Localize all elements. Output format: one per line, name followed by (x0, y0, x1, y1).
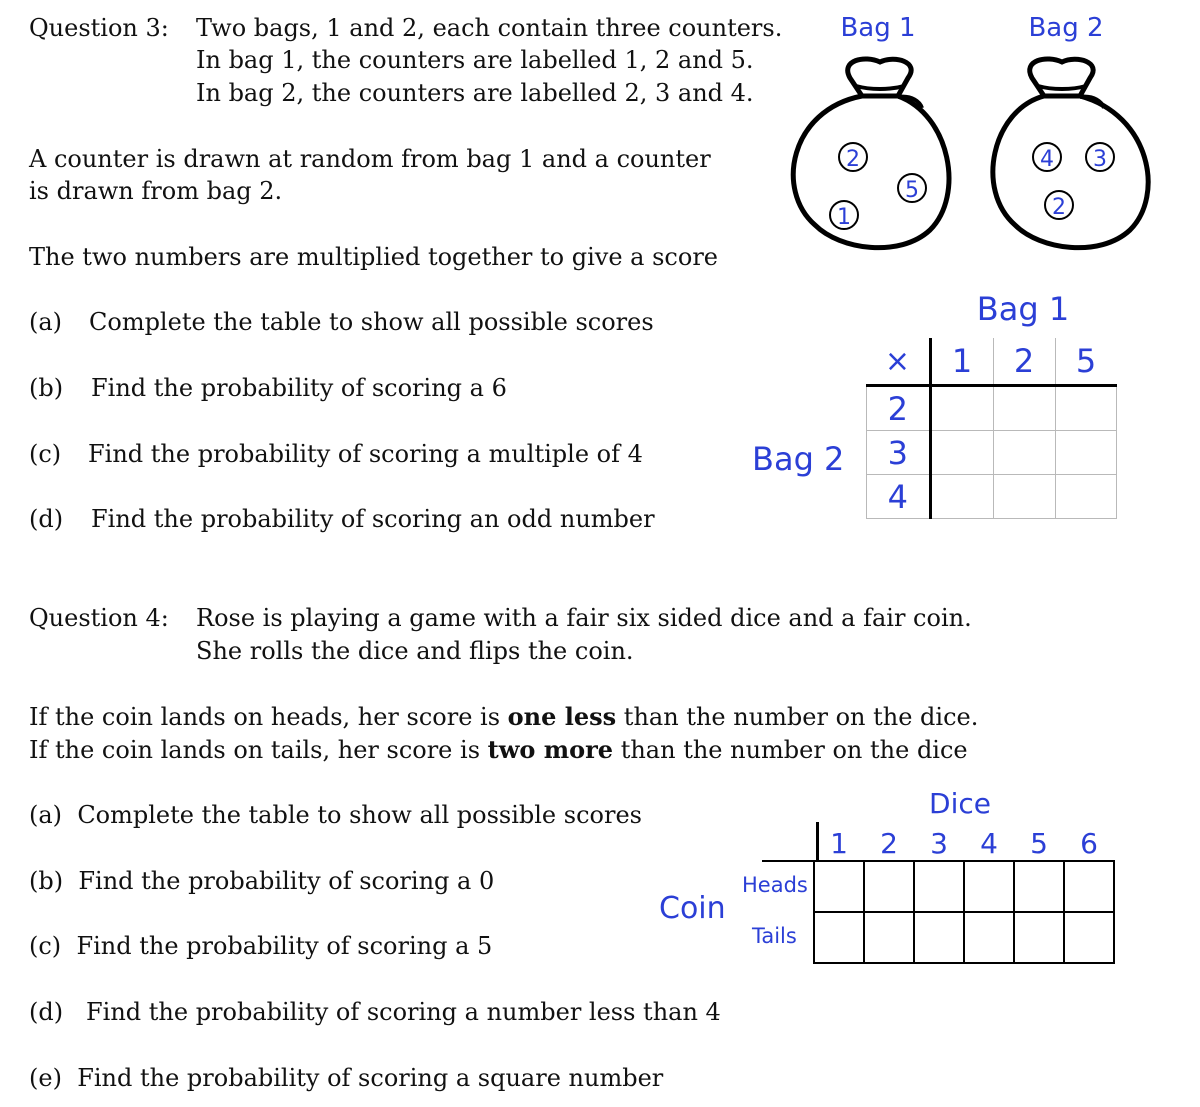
q3-row-header: 2 (867, 386, 931, 431)
bag1-counter-2 (839, 143, 867, 172)
q4-answer-cell[interactable] (914, 912, 964, 963)
bag1-counter-1 (830, 201, 858, 230)
q3-row-header: 4 (867, 475, 931, 519)
bag1-title: Bag 1 (840, 13, 916, 43)
q4-part-b: (b) Find the probability of scoring a 0 (29, 867, 495, 895)
q4-rowlabel-divider (762, 860, 818, 862)
q4-answer-cell[interactable] (1014, 861, 1064, 912)
q4-intro-line1: Rose is playing a game with a fair six sided dice and a fair coin. (196, 604, 972, 632)
q4-part-d: (d) Find the probability of scoring a number less than 4 (29, 998, 721, 1026)
q3-part-a-letter: (a) (29, 308, 63, 336)
bag2-icon (993, 59, 1148, 248)
q4-answer-cell[interactable] (914, 861, 964, 912)
bag2-counter-4 (1033, 143, 1061, 172)
q4-part-a: (a) Complete the table to show all possible scores (29, 801, 642, 829)
q4-intro-line2: She rolls the dice and flips the coin. (196, 637, 634, 665)
q3-col-header: 1 (930, 338, 993, 386)
q3-answer-cell[interactable] (993, 475, 1055, 519)
bag2-title: Bag 2 (1028, 13, 1104, 43)
q3-table-top-title: Bag 1 (976, 290, 1070, 328)
bags-illustration (770, 0, 1170, 270)
q3-row-header: 3 (867, 431, 931, 475)
q3-answer-cell[interactable] (1055, 475, 1117, 519)
q3-label: Question 3: (29, 14, 169, 42)
q3-part-a-text: Complete the table to show all possible scores (89, 308, 654, 336)
q4-answer-cell[interactable] (864, 861, 914, 912)
q4-answer-cell[interactable] (1064, 912, 1114, 963)
q4-answer-cell[interactable] (1064, 861, 1114, 912)
q4-row-header-heads: Heads (742, 873, 808, 897)
q3-col-header: 2 (993, 338, 1055, 386)
q4-col-header: 1 (830, 826, 848, 860)
bag2-counter-2 (1045, 191, 1073, 220)
q4-col-header: 4 (980, 826, 998, 860)
q4-col-header: 2 (880, 826, 898, 860)
q3-answer-cell[interactable] (1055, 386, 1117, 431)
q3-answer-cell[interactable] (930, 431, 993, 475)
q3-intro-line3: In bag 2, the counters are labelled 2, 3 and 4. (196, 79, 754, 107)
q3-part-c-letter: (c) (29, 440, 62, 468)
q4-answer-cell[interactable] (814, 861, 864, 912)
q3-multiply-text: The two numbers are multiplied together to give a score (29, 243, 718, 271)
q3-score-table (866, 338, 1117, 519)
q4-label: Question 4: (29, 604, 169, 632)
svg-text:5: 5 (905, 178, 919, 203)
svg-text:3: 3 (1093, 147, 1107, 172)
q4-answer-cell[interactable] (964, 912, 1014, 963)
q4-part-e: (e) Find the probability of scoring a square number (29, 1064, 664, 1092)
q4-answer-cell[interactable] (864, 912, 914, 963)
q4-col-header: 5 (1030, 826, 1048, 860)
q3-answer-cell[interactable] (993, 386, 1055, 431)
bag1-icon (793, 59, 949, 248)
bag2-counter-3 (1086, 143, 1114, 172)
svg-text:4: 4 (1040, 147, 1054, 172)
q4-tails-rule: If the coin lands on tails, her score is two more than the number on the dice (29, 735, 968, 764)
q3-intro-line2: In bag 1, the counters are labelled 1, 2 and 5. (196, 46, 754, 74)
q3-answer-cell[interactable] (1055, 431, 1117, 475)
svg-text:2: 2 (1052, 195, 1066, 220)
svg-text:1: 1 (837, 205, 851, 230)
q4-row-header-tails: Tails (752, 924, 797, 948)
q4-answer-cell[interactable] (1014, 912, 1064, 963)
q3-col-header: 5 (1055, 338, 1117, 386)
q3-answer-cell[interactable] (993, 431, 1055, 475)
q3-draw-line2: is drawn from bag 2. (29, 177, 283, 205)
q4-table-side-title: Coin (659, 891, 726, 926)
q3-part-b-text: Find the probability of scoring a 6 (91, 374, 507, 402)
q3-table-side-title: Bag 2 (752, 440, 845, 478)
q3-answer-cell[interactable] (930, 386, 993, 431)
q3-part-b-letter: (b) (29, 374, 64, 402)
svg-text:2: 2 (846, 147, 860, 172)
q4-answer-cell[interactable] (814, 912, 864, 963)
q3-part-d-letter: (d) (29, 505, 64, 533)
q4-col-header: 6 (1080, 826, 1098, 860)
q3-answer-cell[interactable] (930, 475, 993, 519)
q3-part-d-text: Find the probability of scoring an odd number (91, 505, 655, 533)
q3-operator-cell (867, 338, 931, 386)
q4-score-table (813, 826, 1115, 964)
q3-part-c-text: Find the probability of scoring a multiple of 4 (88, 440, 643, 468)
q3-draw-line1: A counter is drawn at random from bag 1 and a counter (29, 145, 711, 173)
multiply-sign: × (884, 343, 911, 379)
q4-answer-cell[interactable] (964, 861, 1014, 912)
bag1-counter-5 (898, 174, 926, 203)
q4-part-c: (c) Find the probability of scoring a 5 (29, 932, 493, 960)
q4-heads-rule: If the coin lands on heads, her score is one less than the number on the dice. (29, 702, 979, 731)
q3-intro-line1: Two bags, 1 and 2, each contain three counters. (196, 14, 783, 42)
q4-col-header: 3 (930, 826, 948, 860)
q4-table-top-title: Dice (929, 787, 991, 820)
